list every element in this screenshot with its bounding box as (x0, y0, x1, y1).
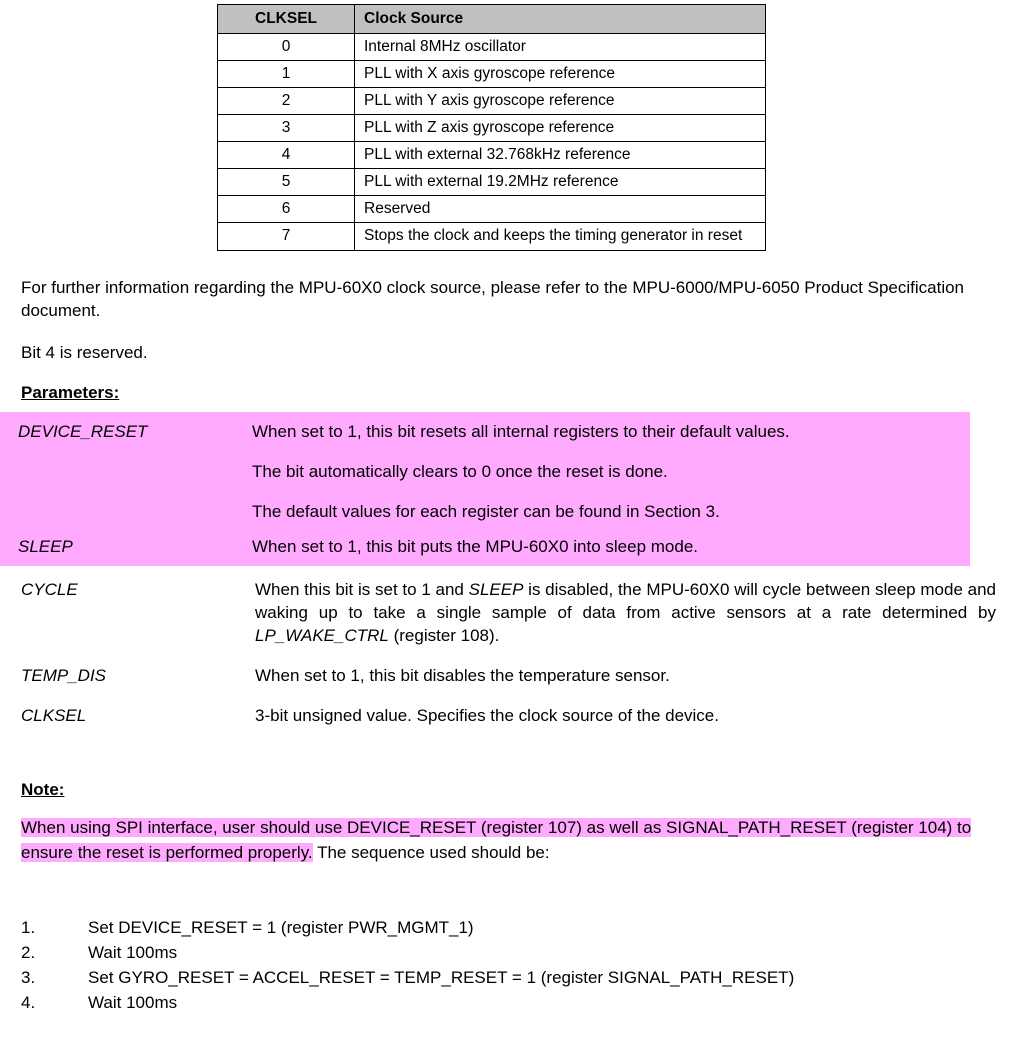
parameter-desc-device-reset: When set to 1, this bit resets all internal registers to their default values. (252, 422, 790, 441)
cell-clksel: 5 (218, 169, 355, 196)
note-heading: Note: (21, 780, 65, 799)
cycle-text-lpwakectrl-ref: LP_WAKE_CTRL (255, 626, 389, 645)
list-item-number: 1. (21, 918, 36, 937)
parameter-desc-clksel: 3-bit unsigned value. Specifies the clock source of the device. (255, 706, 719, 725)
cell-clock-source: Internal 8MHz oscillator (355, 34, 766, 61)
cell-clock-source: PLL with external 32.768kHz reference (355, 142, 766, 169)
cell-clock-source: PLL with external 19.2MHz reference (355, 169, 766, 196)
cell-clock-source: PLL with Z axis gyroscope reference (355, 115, 766, 142)
list-item (21, 990, 1021, 1015)
list-item-text: Set DEVICE_RESET = 1 (register PWR_MGMT_1) (88, 918, 474, 937)
spacer (18, 443, 934, 460)
parameter-row-clksel (21, 704, 996, 727)
note-trailing-text: The sequence used should be: (312, 843, 550, 862)
parameter-row-device-reset (18, 420, 934, 443)
column-header-clock-source: Clock Source (355, 5, 766, 34)
parameter-name-temp-dis: TEMP_DIS (21, 666, 107, 685)
spacer (18, 412, 934, 420)
parameters-heading: Parameters: (21, 383, 120, 402)
table-row (218, 142, 766, 169)
parameter-name-device-reset: DEVICE_RESET (18, 422, 148, 441)
parameter-name-clksel: CLKSEL (21, 706, 87, 725)
reset-sequence-list (21, 915, 1021, 1015)
cell-clock-source: PLL with Y axis gyroscope reference (355, 88, 766, 115)
cycle-text-sleep-ref: SLEEP (468, 580, 524, 599)
cycle-text-part-1: When this bit is set to 1 and (255, 580, 469, 599)
clksel-table-body (218, 34, 766, 251)
cell-clksel: 0 (218, 34, 355, 61)
list-item-number: 4. (21, 993, 36, 1012)
cell-clock-source: Reserved (355, 196, 766, 223)
parameter-desc-device-reset-line2: The bit automatically clears to 0 once the reset is done. (252, 462, 668, 481)
cell-clksel: 7 (218, 223, 355, 251)
list-item-text: Set GYRO_RESET = ACCEL_RESET = TEMP_RESET = 1 (register SIGNAL_PATH_RESET) (88, 968, 795, 987)
list-item (21, 965, 1021, 990)
parameter-desc-device-reset-line3: The default values for each register can be found in Section 3. (252, 502, 720, 521)
cell-clksel: 2 (218, 88, 355, 115)
parameter-desc-sleep: When set to 1, this bit puts the MPU-60X0 into sleep mode. (252, 537, 699, 556)
spacer (18, 483, 934, 500)
cell-clksel: 4 (218, 142, 355, 169)
cell-clksel: 6 (218, 196, 355, 223)
list-item-text: Wait 100ms (88, 943, 178, 962)
further-information-paragraph: For further information regarding the MPU-60X0 clock source, please refer to the MPU-6000/MPU-6050 Product Specification document. (21, 278, 965, 320)
spacer (18, 523, 934, 535)
table-row (218, 223, 766, 251)
parameter-device-reset-highlight (0, 412, 970, 566)
cell-clksel: 1 (218, 61, 355, 88)
table-row (218, 196, 766, 223)
parameters-block (0, 412, 1024, 727)
table-row (218, 88, 766, 115)
spacer (21, 687, 996, 704)
table-row (218, 169, 766, 196)
parameter-desc-temp-dis: When set to 1, this bit disables the temperature sensor. (255, 666, 670, 685)
note-paragraph (21, 815, 981, 865)
parameter-name-cycle: CYCLE (21, 580, 78, 599)
table-row (218, 61, 766, 88)
clksel-table-header (218, 5, 766, 34)
cell-clksel: 3 (218, 115, 355, 142)
cell-clock-source: Stops the clock and keeps the timing generator in reset (355, 223, 766, 251)
cycle-text-part-2: is disabled, the MPU-60X0 will cycle between sleep mode and waking up to take a single sample of data from active sensors at a rate determined by (255, 580, 996, 622)
parameter-name-sleep: SLEEP (18, 537, 73, 556)
list-item-number: 3. (21, 968, 36, 987)
clksel-table (217, 4, 766, 251)
bit4-reserved-paragraph: Bit 4 is reserved. (21, 343, 148, 362)
list-item-number: 2. (21, 943, 36, 962)
list-item (21, 940, 1021, 965)
parameter-block-cycle (0, 566, 1010, 727)
spacer (21, 647, 996, 664)
parameter-row-sleep (18, 535, 934, 558)
table-row (218, 115, 766, 142)
spacer (18, 558, 934, 566)
column-header-clksel: CLKSEL (218, 5, 355, 34)
note-highlighted-text: When using SPI interface, user should use DEVICE_RESET (register 107) as well as SIGNAL_PATH_RESET (register 104) to ensure the reset is performed properly. (21, 818, 972, 862)
clksel-table-container (217, 4, 766, 251)
spacer (21, 566, 996, 578)
parameter-row-temp-dis (21, 664, 996, 687)
cell-clock-source: PLL with X axis gyroscope reference (355, 61, 766, 88)
list-item-text: Wait 100ms (88, 993, 178, 1012)
table-row (218, 34, 766, 61)
table-header-row (218, 5, 766, 34)
parameter-row-cycle (21, 578, 996, 647)
list-item (21, 915, 1021, 940)
cycle-text-part-3: (register 108). (388, 626, 500, 645)
parameter-desc-cycle (255, 578, 996, 647)
